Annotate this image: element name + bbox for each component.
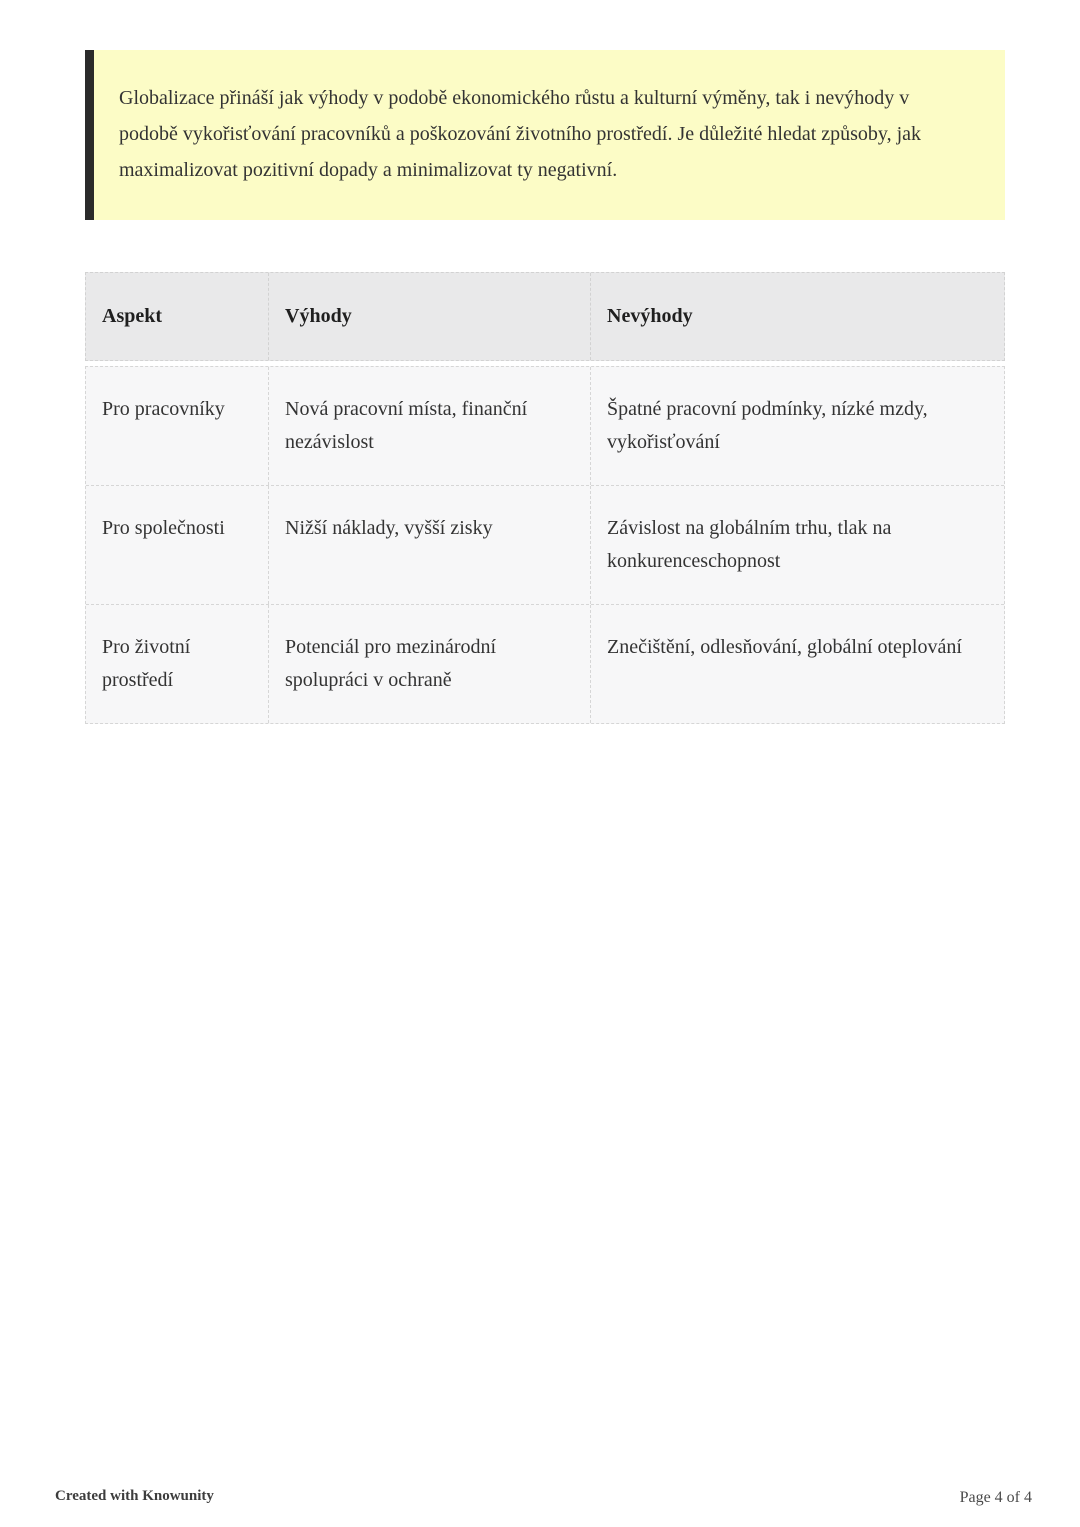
footer-branding: Created with Knowunity [55,1488,214,1504]
callout-text: Globalizace přináší jak výhody v podobě ekonomického růstu a kulturní výměny, tak i nevýhody v podobě vykořisťování pracovníků a poškozování životního prostředí. Je důležité hledat způsoby, jak maximalizovat pozitivní dopady a minimalizovat ty negativní. [119,87,922,181]
header-cell-vyhody: Výhody [269,273,591,360]
cell-vyhody: Potenciál pro mezinárodní spolupráci v ochraně [269,605,591,723]
cell-aspekt: Pro společnosti [86,486,269,604]
comparison-table [85,272,1005,724]
header-cell-aspekt: Aspekt [86,273,269,360]
cell-aspekt: Pro pracovníky [86,367,269,485]
cell-nevyhody: Špatné pracovní podmínky, nízké mzdy, vykořisťování [607,398,928,453]
cell-nevyhody: Znečištění, odlesňování, globální oteplování [607,636,962,658]
cell-vyhody: Nižší náklady, vyšší zisky [269,486,591,604]
table-row [86,367,1004,486]
table-row [86,605,1004,723]
cell-vyhody: Nová pracovní místa, finanční nezávislost [269,367,591,485]
table-row [86,486,1004,605]
cell-nevyhody: Závislost na globálním trhu, tlak na konkurenceschopnost [607,517,892,572]
cell-aspekt: Pro životní prostředí [86,605,269,723]
page-number: Page 4 of 4 [959,1489,1032,1506]
table-body [85,366,1005,724]
highlight-callout [85,50,1005,220]
table-header-row [85,272,1005,361]
header-cell-nevyhody: Nevýhody [607,305,693,327]
